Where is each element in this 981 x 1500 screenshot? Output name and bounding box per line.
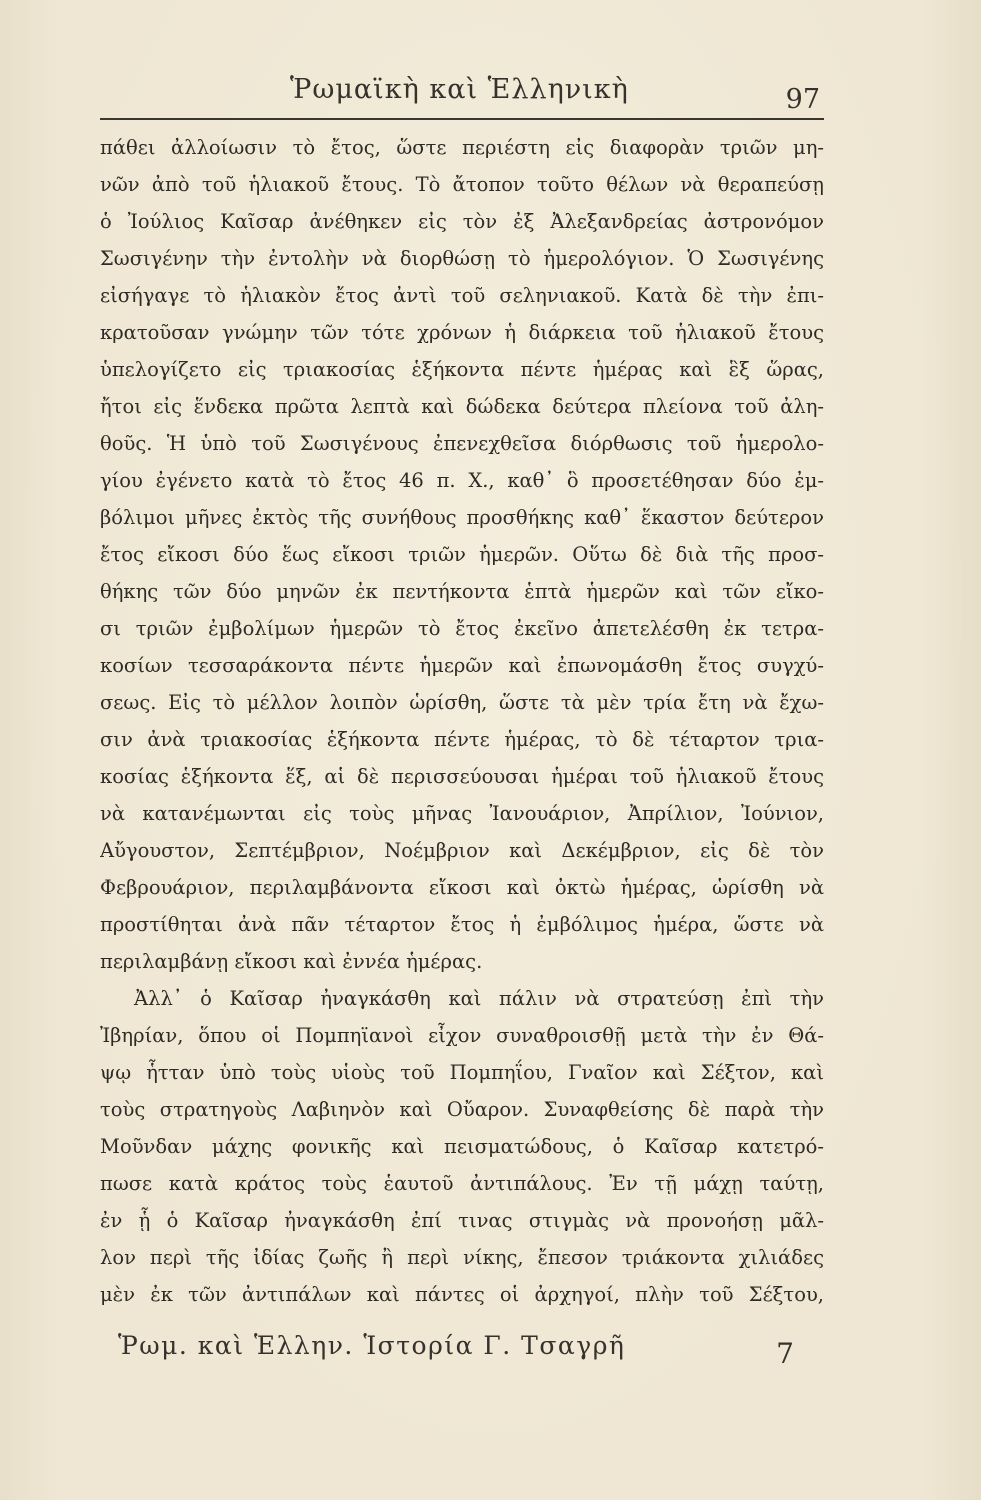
text-line: τοὺς στρατηγοὺς Λαβιηνὸν καὶ Οὔαρον. Συναφθείσης δὲ παρὰ τὴν xyxy=(100,1098,824,1121)
text-line: γίου ἐγένετο κατὰ τὸ ἔτος 46 π. Χ., καθ᾿ ὃ προσετέθησαν δύο ἐμ- xyxy=(100,469,824,492)
text-line: πωσε κατὰ κράτος τοὺς ἑαυτοῦ ἀντιπάλους. Ἐν τῇ μάχῃ ταύτῃ, xyxy=(100,1172,824,1195)
text-line: σι τριῶν ἐμβολίμων ἡμερῶν τὸ ἔτος ἐκεῖνο ἀπετελέσθη ἐκ τετρα- xyxy=(100,617,824,640)
page-footer xyxy=(118,1331,824,1371)
text-line: νὰ κατανέμωνται εἰς τοὺς μῆνας Ἰανουάριον, Ἀπρίλιον, Ἰούνιον, xyxy=(100,802,824,825)
text-line: εἰσήγαγε τὸ ἡλιακὸν ἔτος ἀντὶ τοῦ σεληνιακοῦ. Κατὰ δὲ τὴν ἐπι- xyxy=(100,284,824,307)
text-line: λον περὶ τῆς ἰδίας ζωῆς ἢ περὶ νίκης, ἔπεσον τριάκοντα χιλιάδες xyxy=(100,1246,824,1269)
text-line: ἔτος εἴκοσι δύο ἕως εἴκοσι τριῶν ἡμερῶν. Οὕτω δὲ διὰ τῆς προσ- xyxy=(100,543,824,566)
text-line: προστίθηται ἀνὰ πᾶν τέταρτον ἔτος ἡ ἐμβόλιμος ἡμέρα, ὥστε νὰ xyxy=(100,913,824,936)
text-line: Φεβρουάριον, περιλαμβάνοντα εἴκοσι καὶ ὀκτὼ ἡμέρας, ὡρίσθη νὰ xyxy=(100,876,824,899)
body-text xyxy=(100,129,824,1313)
text-line: ψῳ ἧτταν ὑπὸ τοὺς υἱοὺς τοῦ Πομπηΐου, Γναῖον καὶ Σέξτον, καὶ xyxy=(100,1061,824,1084)
text-line: πάθει ἀλλοίωσιν τὸ ἔτος, ὥστε περιέστη εἰς διαφορὰν τριῶν μη- xyxy=(100,136,824,159)
text-line: κοσίων τεσσαράκοντα πέντε ἡμερῶν καὶ ἐπωνομάσθη ἔτος συγχύ- xyxy=(100,654,824,677)
text-line: μὲν ἐκ τῶν ἀντιπάλων καὶ πάντες οἱ ἀρχηγοί, πλὴν τοῦ Σέξτου, xyxy=(100,1283,824,1306)
text-line: βόλιμοι μῆνες ἐκτὸς τῆς συνήθους προσθήκης καθ᾿ ἕκαστον δεύτερον xyxy=(100,506,824,529)
text-line: κρατοῦσαν γνώμην τῶν τότε χρόνων ἡ διάρκεια τοῦ ἡλιακοῦ ἔτους xyxy=(100,321,824,344)
text-line: θοῦς. Ἡ ὑπὸ τοῦ Σωσιγένους ἐπενεχθεῖσα διόρθωσις τοῦ ἡμερολο- xyxy=(100,432,824,455)
text-line: σιν ἀνὰ τριακοσίας ἑξήκοντα πέντε ἡμέρας, τὸ δὲ τέταρτον τρια- xyxy=(100,728,824,751)
text-line: θήκης τῶν δύο μηνῶν ἐκ πεντήκοντα ἑπτὰ ἡμερῶν καὶ τῶν εἴκο- xyxy=(100,580,824,603)
text-line: ὁ Ἰούλιος Καῖσαρ ἀνέθηκεν εἰς τὸν ἐξ Ἀλεξανδρείας ἀστρονόμον xyxy=(100,210,824,233)
text-line: σεως. Εἰς τὸ μέλλον λοιπὸν ὡρίσθη, ὥστε τὰ μὲν τρία ἔτη νὰ ἔχω- xyxy=(100,691,824,714)
running-title: Ῥωμαϊκὴ καὶ Ἑλληνικὴ xyxy=(290,74,629,105)
text-line: Σωσιγένην τὴν ἐντολὴν νὰ διορθώσῃ τὸ ἡμερολόγιον. Ὁ Σωσιγένης xyxy=(100,247,824,270)
page-header xyxy=(100,68,824,120)
text-line: ὑπελογίζετο εἰς τριακοσίας ἑξήκοντα πέντε ἡμέρας καὶ ἓξ ὥρας, xyxy=(100,358,824,381)
text-line: Αὔγουστον, Σεπτέμβριον, Νοέμβριον καὶ Δεκέμβριον, εἰς δὲ τὸν xyxy=(100,839,824,862)
text-line: νῶν ἀπὸ τοῦ ἡλιακοῦ ἔτους. Τὸ ἄτοπον τοῦτο θέλων νὰ θεραπεύσῃ xyxy=(100,173,824,196)
paragraph-last-line: περιλαμβάνῃ εἴκοσι καὶ ἐννέα ἡμέρας. xyxy=(100,950,483,973)
text-line: ἐν ᾗ ὁ Καῖσαρ ἠναγκάσθη ἐπί τινας στιγμὰς νὰ προνοήσῃ μᾶλ- xyxy=(100,1209,824,1232)
signature-number: 7 xyxy=(776,1337,794,1370)
text-line: ἤτοι εἰς ἕνδεκα πρῶτα λεπτὰ καὶ δώδεκα δεύτερα πλείονα τοῦ ἀλη- xyxy=(100,395,824,418)
paragraph-first-line: Ἀλλ᾿ ὁ Καῖσαρ ἠναγκάσθη καὶ πάλιν νὰ στρατεύσῃ ἐπὶ τὴν xyxy=(134,987,824,1010)
text-line: Ἰβηρίαν, ὅπου οἱ Πομπηϊανοὶ εἶχον συναθροισθῇ μετὰ τὴν ἐν Θά- xyxy=(100,1024,824,1047)
text-line: κοσίας ἑξήκοντα ἕξ, αἱ δὲ περισσεύουσαι ἡμέραι τοῦ ἡλιακοῦ ἔτους xyxy=(100,765,824,788)
signature-mark: Ῥωμ. καὶ Ἑλλην. Ἱστορία Γ. Τσαγρῆ xyxy=(118,1331,626,1360)
page-number: 97 xyxy=(785,84,820,115)
text-line: Μοῦνδαν μάχης φονικῆς καὶ πεισματώδους, ὁ Καῖσαρ κατετρό- xyxy=(100,1135,824,1158)
